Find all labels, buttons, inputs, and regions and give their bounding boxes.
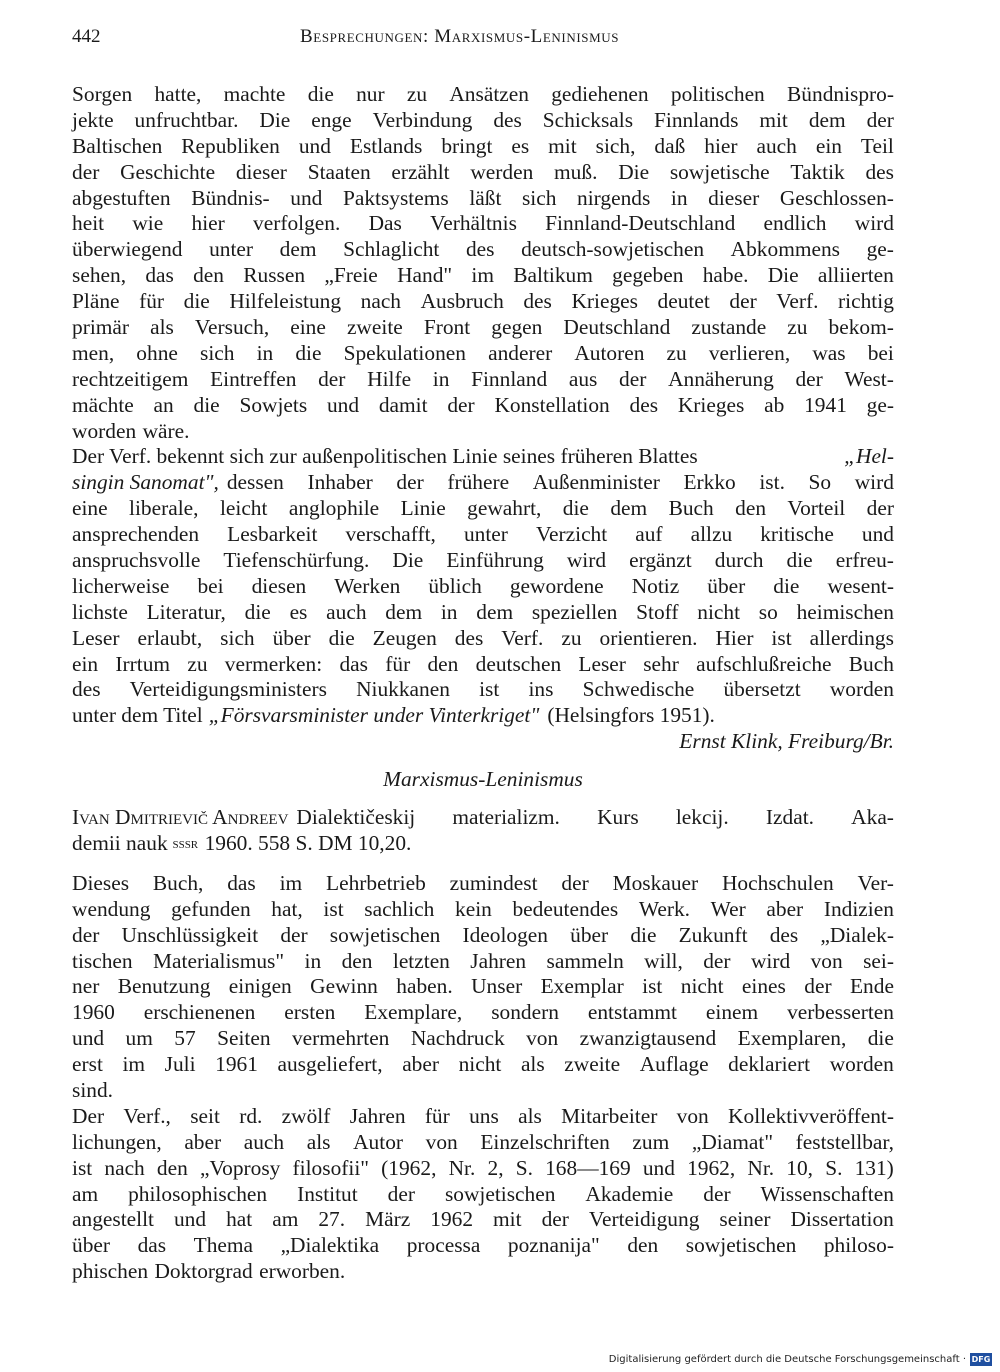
citation-text: demii nauk: [72, 830, 168, 855]
citation-continued: [72, 831, 894, 857]
running-title: Besprechungen: Marxismus-Leninismus: [300, 26, 620, 47]
text-line: ein Irrtum zu vermerken: das für den deutschen Leser sehr aufschlußreiche Buch: [72, 651, 894, 676]
text-line: sind.: [72, 1077, 114, 1102]
text-line: sehen, das den Russen „Freie Hand" im Baltikum gegeben habe. Die alliierten: [72, 263, 894, 288]
text-line: tischen Materialismus" in den letzten Jahren sammeln will, der wird von sei-: [72, 948, 894, 973]
text-line: unter dem Titel: [72, 703, 203, 728]
text-line: men, ohne sich in die Spekulationen anderer Autoren zu verlieren, was bei: [72, 340, 894, 365]
text-line: jekte unfruchtbar. Die enge Verbindung des Schicksals Finnlands mit dem der: [72, 107, 894, 132]
text-line: Pläne für die Hilfeleistung nach Ausbruch des Krieges deutet der Verf. richtig: [72, 289, 894, 314]
text-line: ist nach den „Voprosy filosofii" (1962, Nr. 2, S. 168—169 und 1962, Nr. 10, S. 131): [72, 1155, 894, 1180]
text-line: licherweise bei diesen Werken üblich gewordene Notiz über die wesent-: [72, 573, 894, 598]
text-line: 1960 erschienenen ersten Exemplare, sondern entstammt einem verbesserten: [72, 1000, 894, 1025]
review-finland-text: [72, 82, 894, 755]
text-line-rest: dessen Inhaber der frühere Außenminister Erkko ist. So wird: [226, 470, 894, 495]
text-line: ner Benutzung einigen Gewinn haben. Unser Exemplar ist nicht eines der Ende: [72, 974, 894, 999]
text-line: der Unschlüssigkeit der sowjetischen Ideologen über die Zukunft des „Dialek-: [72, 922, 894, 947]
digitization-footer: [609, 1351, 992, 1367]
text-line: anspruchsvolle Tiefenschürfung. Die Einführung wird ergänzt durch die erfreu-: [72, 548, 894, 573]
text-line: Leser erlaubt, sich über die Zeugen des Verf. zu orientieren. Hier ist allerdings: [72, 625, 894, 650]
text-line: eine liberale, leicht anglophile Linie gewahrt, die dem Buch den Vorteil der: [72, 496, 894, 521]
text-line: des Verteidigungsministers Niukkanen ist ins Schwedische übersetzt worden: [72, 677, 894, 702]
page-body: [72, 82, 894, 1285]
text-line: über das Thema „Dialektika processa poznanija" den sowjetischen philoso-: [72, 1233, 894, 1258]
text-line: rechtzeitigem Eintreffen der Hilfe in Finnland aus der Annäherung der West-: [72, 366, 894, 391]
citation: [72, 805, 894, 831]
book-title-fragment: singin Sanomat",: [72, 470, 219, 495]
text-line: Der Verf. bekennt sich zur außenpolitischen Linie seines früheren Blattes: [72, 444, 698, 469]
text-line: worden wäre.: [72, 418, 190, 443]
book-title: „Försvarsminister under Vinterkriget": [208, 703, 540, 728]
text-line: lichste Literatur, die es auch dem in dem speziellen Stoff nicht so heimischen: [72, 599, 894, 624]
text-line: lichungen, aber auch als Autor von Einzelschriften zum „Diamat" feststellbar,: [72, 1129, 894, 1154]
dfg-logo-icon: DFG: [971, 1354, 991, 1364]
text-line: (Helsingfors 1951).: [547, 703, 715, 728]
page-header: [72, 26, 892, 56]
text-line: Sorgen hatte, machte die nur zu Ansätzen gediehenen politischen Bündnispro-: [72, 82, 894, 106]
review-andreev: [72, 805, 894, 1285]
text-line: phischen Doktorgrad erworben.: [72, 1259, 346, 1284]
reviewer-signature: Ernst Klink, Freiburg/Br.: [679, 729, 894, 754]
text-line: erst im Juli 1961 ausgeliefert, aber nicht als zweite Auflage deklariert worden: [72, 1052, 894, 1077]
text-line: mächte an die Sowjets und damit der Konstellation des Krieges ab 1941 ge-: [72, 392, 894, 417]
text-line: wendung gefunden hat, ist sachlich kein bedeutendes Werk. Wer aber Indizien: [72, 896, 894, 921]
text-line: angestellt und hat am 27. März 1962 mit der Verteidigung seiner Dissertation: [72, 1207, 894, 1232]
citation-text: sssr: [172, 834, 199, 852]
citation-text: 1960. 558 S. DM 10,20.: [204, 830, 412, 855]
book-author: Ivan Dmitrievič Andreev: [72, 805, 289, 830]
text-line: primär als Versuch, eine zweite Front gegen Deutschland zustande zu bekom-: [72, 315, 894, 340]
section-heading: Marxismus-Leninismus: [383, 767, 583, 792]
book-title-fragment: „Hel-: [844, 444, 894, 469]
text-line: Baltischen Republiken und Estlands bringt es mit sich, daß hier auch ein Teil: [72, 133, 894, 158]
citation-line-rest: Dialektičeskij materializm. Kurs lekcij. Izdat. Aka-: [296, 805, 894, 830]
footer-text: Digitalisierung gefördert durch die Deutsche Forschungsgemeinschaft ·: [608, 1353, 966, 1365]
text-line: Der Verf., seit rd. zwölf Jahren für uns als Mitarbeiter von Kollektivveröffent-: [72, 1103, 894, 1128]
text-line: und um 57 Seiten vermehrten Nachdruck von zwanzigtausend Exemplaren, die: [72, 1026, 894, 1051]
text-line: überwiegend unter dem Schlaglicht des deutsch-sowjetischen Abkommens ge-: [72, 237, 894, 262]
text-line: Dieses Buch, das im Lehrbetrieb zumindest der Moskauer Hochschulen Ver-: [72, 870, 894, 895]
text-line: abgestuften Bündnis- und Paktsystems läßt sich nirgends in dieser Geschlossen-: [72, 185, 894, 210]
text-line: heit wie hier verfolgen. Das Verhältnis Finnland-Deutschland endlich wird: [72, 211, 894, 236]
text-line: am philosophischen Institut der sowjetischen Akademie der Wissenschaften: [72, 1181, 894, 1206]
page-number: 442: [72, 26, 101, 47]
text-line: ansprechenden Lesbarkeit verschafft, unter Verzicht auf allzu kritische und: [72, 522, 894, 547]
text-line: der Geschichte dieser Staaten erzählt werden muß. Die sowjetische Taktik des: [72, 159, 894, 184]
